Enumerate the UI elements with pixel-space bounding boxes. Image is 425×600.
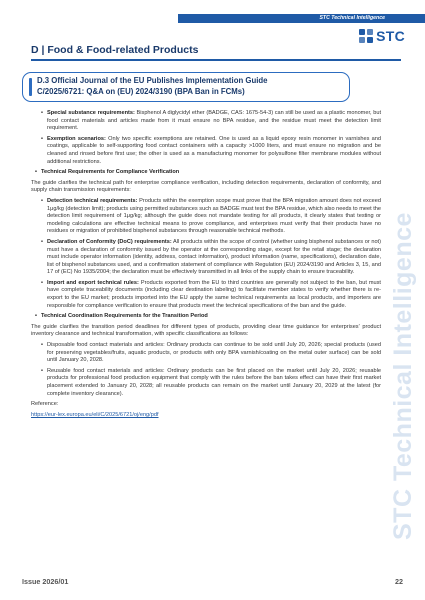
section-divider [31, 59, 401, 61]
article-title-box [22, 72, 350, 102]
stc-logo-icon [359, 29, 373, 43]
paragraph-coordination: The guide clarifies the transition period deadlines for different types of products, providing clear time guidance for enterprises' product inventory clearance and technical transformation, with specific classifications as follows: [31, 323, 381, 338]
bullet-icon: • [41, 367, 43, 374]
list-item: • Special substance requirements: Bisphenol A diglycidyl ether (BADGE, CAS: 1675-54-3) can still be used as a plastic monomer, but food contact materials and articles made from it must ensure no BPA residue, and the residue must meet the detection limit requirement. [41, 110, 381, 132]
bullet-icon: • [41, 110, 43, 116]
logo-text: STC [376, 28, 405, 44]
list-item: • Import and export technical rules: Products exported from the EU to third countries are generally not subject to the ban, but must have complete traceability documents (including clear destination labeling) to facilitate member states to verify whether there is re-export to the EU market; products imported into the EU apply the same technical requirements as local products, and importers are responsible for compliance verification to ensure that products meet the technical specifications of the ban and the guide. [41, 279, 381, 309]
bullet-icon: • [35, 313, 37, 320]
bullet-icon: • [41, 279, 43, 286]
article-title-line-2: C/2025/6721: Q&A on (EU) 2024/3190 (BPA Ban in FCMs) [37, 87, 245, 96]
reference-label: Reference: [31, 401, 59, 408]
bullet-icon: • [41, 197, 43, 204]
list-item: • Declaration of Conformity (DoC) requirements: All products within the scope of control (whether using bisphenol substances or not) must have a declaration of conformity issued by the operator at the corresponding stage, except for the retail stage; the declaration must include operator information (identity, address, contact information), product information (name, specifications), declaration date, list of bisphenol substances used, and a confirmation statement of compliance with Regulation (EU) 2024/3190 and Articles 3, 15, and 17 of (EC) No 1935/2004; the declaration must be effectively transmitted in all links of the supply chain to ensure traceability. [41, 238, 381, 276]
page-number: 22 [395, 577, 403, 586]
watermark: STC Technical Intelligence [389, 212, 417, 540]
bullet-icon: • [41, 135, 43, 142]
paragraph-compliance: The guide clarifies the technical path for enterprise compliance verification, including detection requirements, declaration of conformity, and supply chain transmission requirements: [31, 179, 381, 194]
list-item: • Reusable food contact materials and articles: Ordinary products can be first placed on the market until July 20, 2026; reusable products for professional food production equipment that comply with the rules before the ban takes effect can have their first market placement extended to January 20, 2028; all reusable products can remain on the market until January 20, 2029 at the latest (for complete inventory clearance). [41, 367, 381, 397]
top-banner [178, 14, 425, 23]
reference-link[interactable]: https://eur-lex.europa.eu/eli/C/2025/6721/oj/eng/pdf [31, 411, 159, 418]
stc-logo [359, 28, 405, 44]
issue-label: Issue 2026/01 [22, 577, 69, 586]
subheading-coordination: • Technical Coordination Requirements for the Transition Period [35, 313, 208, 320]
banner-text: STC Technical Intelligence [319, 15, 385, 21]
reference-link-row [31, 412, 381, 420]
bullet-icon: • [35, 169, 37, 176]
list-item: • Exemption scenarios: Only two specific exemptions are retained. One is used as a liquid epoxy resin monomer in varnishes and coatings, applicable to self-supporting food contact containers with a capacity >1000 liters, and must ensure no migration and be cleaned and rinsed before first use; the other is used as a manufacturing monomer for polysulfone filter membrane modules without additional restrictions. [41, 135, 381, 165]
article-title-line-1: D.3 Official Journal of the EU Publishes Implementation Guide [37, 76, 268, 85]
list-item: • Detection technical requirements: Products within the exemption scope must prove that the BPA migration amount does not exceed 1μg/kg (detection limit); products using permitted substances such as BADGE must test the BPA residue, which also needs to meet the detection limit requirement of 1μg/kg; although the guide does not mandate testing for all products, it clearly states that testing or modeling calculations are effective technical means to prove compliance, and enterprises must verify that their products have no residues or migration of prohibited bisphenol substances through reasonable technical methods. [41, 197, 381, 235]
subheading-compliance: • Technical Requirements for Compliance Verification [35, 169, 180, 176]
list-item: • Disposable food contact materials and articles: Ordinary products can continue to be sold until July 20, 2026; special products (used for preserving vegetables/fruits, aquatic products, or products with only BPA varnish/coating on the metal outer surface) can be sold until January 20, 2028. [41, 342, 381, 364]
section-title: D | Food & Food-related Products [31, 44, 199, 56]
bullet-icon: • [41, 342, 43, 349]
article-body [31, 110, 381, 422]
bullet-icon: • [41, 238, 43, 245]
